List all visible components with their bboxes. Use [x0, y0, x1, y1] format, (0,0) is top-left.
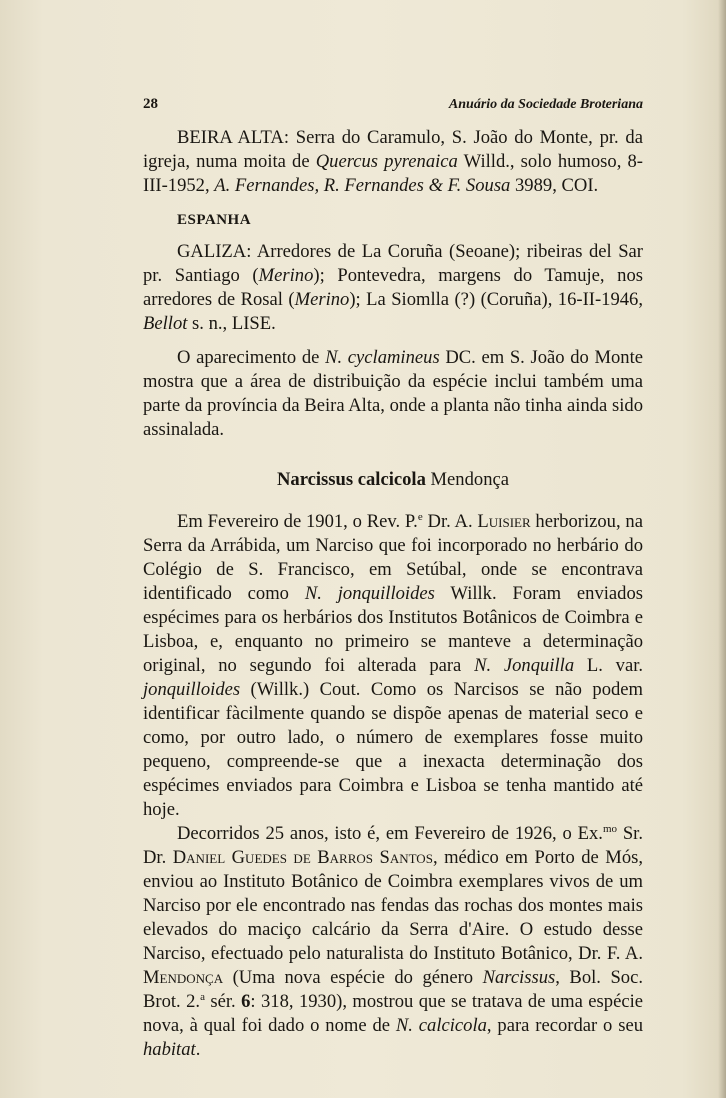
body-text: sér. [204, 991, 242, 1012]
taxon-name: N. Jonquilla [474, 655, 575, 676]
superscript: mo [602, 822, 617, 835]
volume-number: 6 [241, 991, 251, 1012]
species-name: Narcissus calcicola [276, 469, 426, 490]
collector: Merino [294, 289, 350, 310]
taxon-name: N. calcicola [395, 1015, 487, 1036]
locality-text: ); La Siomlla (?) (Coruña), 16-II-1946, [349, 289, 643, 310]
locality-text: Serra do Caramulo, S. João do Monte, pr. da igreja, numa moita de [143, 127, 643, 172]
collectors: A. Fernandes, R. Fernandes & F. Sousa [214, 175, 511, 196]
record-text: s. n., [187, 313, 232, 334]
record-beira-alta [143, 126, 643, 198]
body-text: , médico em Porto de Mós, enviou ao Instituto Botânico de Coimbra exemplares vivos de um Narciso por ele encontrado nas fendas das rochas dos montes mais elevados do maciço calcário da Serra d'Aire. O estudo desse Narciso, efectuado pelo naturalista do Instituto Botânico, Dr. F. A. [143, 847, 644, 964]
journal-title: Anuário da Sociedade Broteriana [448, 97, 643, 112]
taxon-name: N. cyclamineus [325, 347, 440, 368]
record-galiza [143, 240, 643, 336]
running-head [143, 92, 643, 114]
body-text: (Uma nova espécie do género [223, 967, 483, 988]
body-text: (Willk.) Cout. Como os Narcisos se não podem identificar fàcilmente quando se dispõe apenas de material seco e como, por outro lado, o número de exemplares fosse muito pequeno, compreende-se que a inexacta determinação dos espécimes enviados para Coimbra e Lisboa se tenha mantido até hoje. [143, 679, 643, 820]
separator: : [283, 127, 296, 148]
region-label: GALIZA [177, 241, 247, 262]
body-text: L. var. [574, 655, 644, 676]
body-text: , Bol. Soc. Brot. 2. [143, 967, 644, 1012]
page-number: 28 [143, 96, 158, 112]
paragraph-history-1901 [143, 510, 643, 822]
locality-text: Arredores de La Coruña (Seoane); ribeiras del Sar pr. Santiago ( [143, 241, 643, 286]
species-heading [143, 468, 643, 492]
genus-name: Narcissus [482, 967, 556, 988]
body-text: Em Fevereiro de 1901, o Rev. P. [177, 511, 418, 532]
person-name: Mendonça [143, 967, 224, 988]
body-text: Willk. Foram enviados espécimes para os herbários dos Institutos Botânicos de Coimbra e Lisboa, e, enquanto no primeiro se manteve a determinação original, no segundo foi alterada para [143, 583, 643, 676]
person-name: Daniel Guedes de Barros Santos [172, 847, 433, 868]
body-text: O aparecimento de [177, 347, 326, 368]
page-edge-shadow [718, 0, 726, 1098]
paragraph-history-1926 [143, 822, 643, 1062]
body-text: Sr. Dr. [143, 823, 643, 868]
taxon-name: N. jonquilloides [304, 583, 435, 604]
separator: : [246, 241, 257, 262]
body-text: , para recordar o seu [486, 1015, 643, 1036]
locality-text: ); Pontevedra, margens do Tamuje, nos arredores de Rosal ( [143, 265, 644, 310]
superscript: a [200, 990, 205, 1003]
country-heading: ESPANHA [177, 212, 252, 228]
text-block [143, 92, 643, 1062]
collector: Bellot [143, 313, 188, 334]
body-text: : 318, 1930), mostrou que se tratava de uma espécie nova, à qual foi dado o nome de [143, 991, 643, 1036]
collector: Merino [258, 265, 314, 286]
body-text: DC. em S. João do Monte mostra que a área de distribuição da espécie inclui também uma parte da província da Beira Alta, onde a planta não tinha ainda sido assinalada. [143, 347, 643, 440]
herbarium-code: COI. [561, 175, 599, 196]
species-author: Mendonça [425, 469, 510, 490]
superscript: e [417, 510, 423, 523]
body-text: . [195, 1039, 201, 1060]
taxon-name: jonquilloides [143, 679, 241, 700]
host-taxon: Quercus pyrenaica [315, 151, 458, 172]
body-text: Decorridos 25 anos, isto é, em Fevereiro de 1926, o Ex. [177, 823, 603, 844]
body-text: herborizou, na Serra da Arrábida, um Narciso que foi incorporado no herbário do Colégio de S. Francisco, em Setúbal, onde se encontrava identificado como [143, 511, 643, 604]
record-number: 3989, [510, 175, 562, 196]
body-text: Dr. A. [422, 511, 478, 532]
record-text: Willd., solo humoso, 8-III-1952, [143, 151, 643, 196]
region-label: BEIRA ALTA [177, 127, 284, 148]
herbarium-code: LISE. [231, 313, 276, 334]
paragraph-distribution [143, 346, 643, 442]
person-name: Luisier [477, 511, 531, 532]
latin-word: habitat [143, 1039, 196, 1060]
